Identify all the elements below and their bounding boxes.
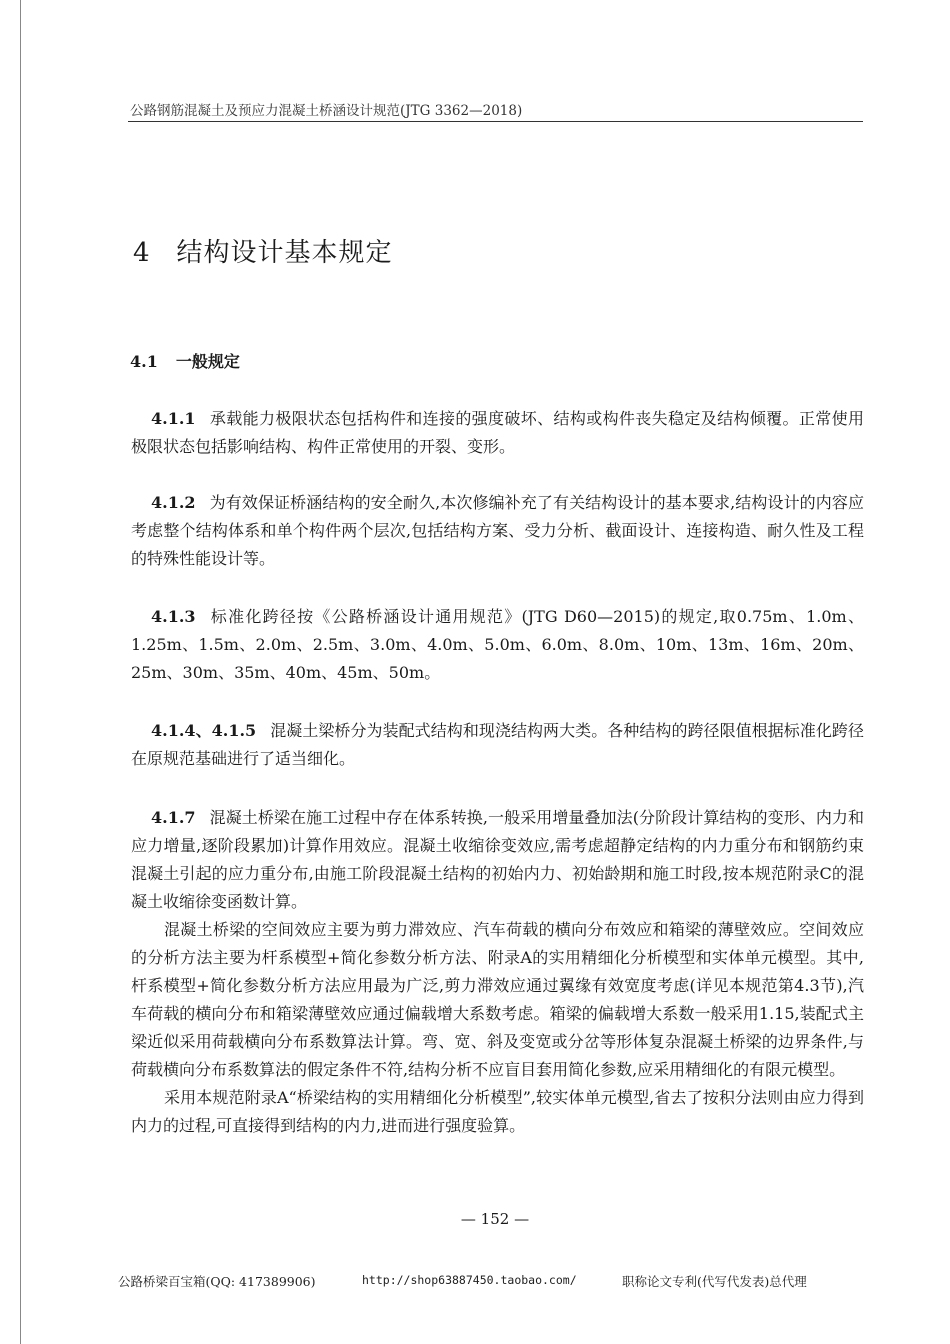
section-number: 4.1 <box>130 352 158 371</box>
clause-paragraph <box>131 804 864 916</box>
clause-text: 承载能力极限状态包括构件和连接的强度破坏、结构或构件丧失稳定及结构倾覆。正常使用极限状态包括影响结构、构件正常使用的开裂、变形。 <box>131 409 864 456</box>
header-rule <box>128 121 863 122</box>
footer-left: 公路桥梁百宝箱(QQ: 417389906) <box>118 1274 316 1289</box>
clause-4-1-1 <box>131 405 864 461</box>
footer-right: 职称论文专利(代写代发表)总代理 <box>622 1274 807 1289</box>
chapter-heading <box>133 232 393 269</box>
section-title: 一般规定 <box>175 352 240 371</box>
clause-text: 混凝土桥梁在施工过程中存在体系转换,一般采用增量叠加法(分阶段计算结构的变形、内力和应力增量,逐阶段累加)计算作用效应。混凝土收缩徐变效应,需考虑超静定结构的内力重分布和钢筋约束混凝土引起的应力重分布,由施工阶段混凝土结构的初始内力、初始龄期和施工时段,按本规范附录C的混凝土收缩徐变函数计算。 <box>131 808 864 911</box>
clause-number: 4.1.7 <box>151 808 196 827</box>
clause-number: 4.1.3 <box>151 607 196 626</box>
clause-4-1-7 <box>131 804 864 1140</box>
page-number: — 152 — <box>460 1210 530 1228</box>
footer-url[interactable]: http://shop63887450.taobao.com/ <box>362 1273 577 1287</box>
clause-paragraph: 混凝土桥梁的空间效应主要为剪力滞效应、汽车荷载的横向分布效应和箱梁的薄壁效应。空间效应的分析方法主要为杆系模型+简化参数分析方法、附录A的实用精细化分析模型和实体单元模型。其中,杆系模型+简化参数分析方法应用最为广泛,剪力滞效应通过翼缘有效宽度考虑(详见本规范第4.3节),汽车荷载的横向分布和箱梁薄壁效应通过偏载增大系数考虑。箱梁的偏载增大系数一般采用1.15,装配式主梁近似采用荷载横向分布系数算法计算。弯、宽、斜及变宽或分岔等形体复杂混凝土桥梁的边界条件,与荷载横向分布系数算法的假定条件不符,结构分析不应盲目套用简化参数,应采用精细化的有限元模型。 <box>131 920 864 1079</box>
running-header: 公路钢筋混凝土及预应力混凝土桥涵设计规范(JTG 3362—2018) <box>130 103 523 119</box>
clause-4-1-2 <box>131 489 864 573</box>
clause-number: 4.1.1 <box>151 409 196 428</box>
chapter-title: 结构设计基本规定 <box>176 238 393 268</box>
clause-text: 为有效保证桥涵结构的安全耐久,本次修编补充了有关结构设计的基本要求,结构设计的内容应考虑整个结构体系和单个构件两个层次,包括结构方案、受力分析、截面设计、连接构造、耐久性及工程的特殊性能设计等。 <box>131 493 864 568</box>
clause-text: 标准化跨径按《公路桥涵设计通用规范》(JTG D60—2015)的规定,取0.75m、1.0m、1.25m、1.5m、2.0m、2.5m、3.0m、4.0m、5.0m、6.0m、8.0m、10m、13m、16m、20m、25m、30m、35m、40m、45m、50m。 <box>131 607 864 682</box>
clause-paragraph: 采用本规范附录A“桥梁结构的实用精细化分析模型”,较实体单元模型,省去了按积分法则由应力得到内力的过程,可直接得到结构的内力,进而进行强度验算。 <box>131 1088 864 1135</box>
clause-4-1-4-5 <box>131 717 864 773</box>
clause-text: 混凝土梁桥分为装配式结构和现浇结构两大类。各种结构的跨径限值根据标准化跨径在原规范基础进行了适当细化。 <box>131 721 864 768</box>
clause-number: 4.1.4、4.1.5 <box>151 721 257 740</box>
page-edge-line <box>20 0 21 1344</box>
clause-4-1-3 <box>131 603 864 687</box>
chapter-number: 4 <box>133 238 151 268</box>
section-heading <box>130 349 240 372</box>
clause-number: 4.1.2 <box>151 493 196 512</box>
